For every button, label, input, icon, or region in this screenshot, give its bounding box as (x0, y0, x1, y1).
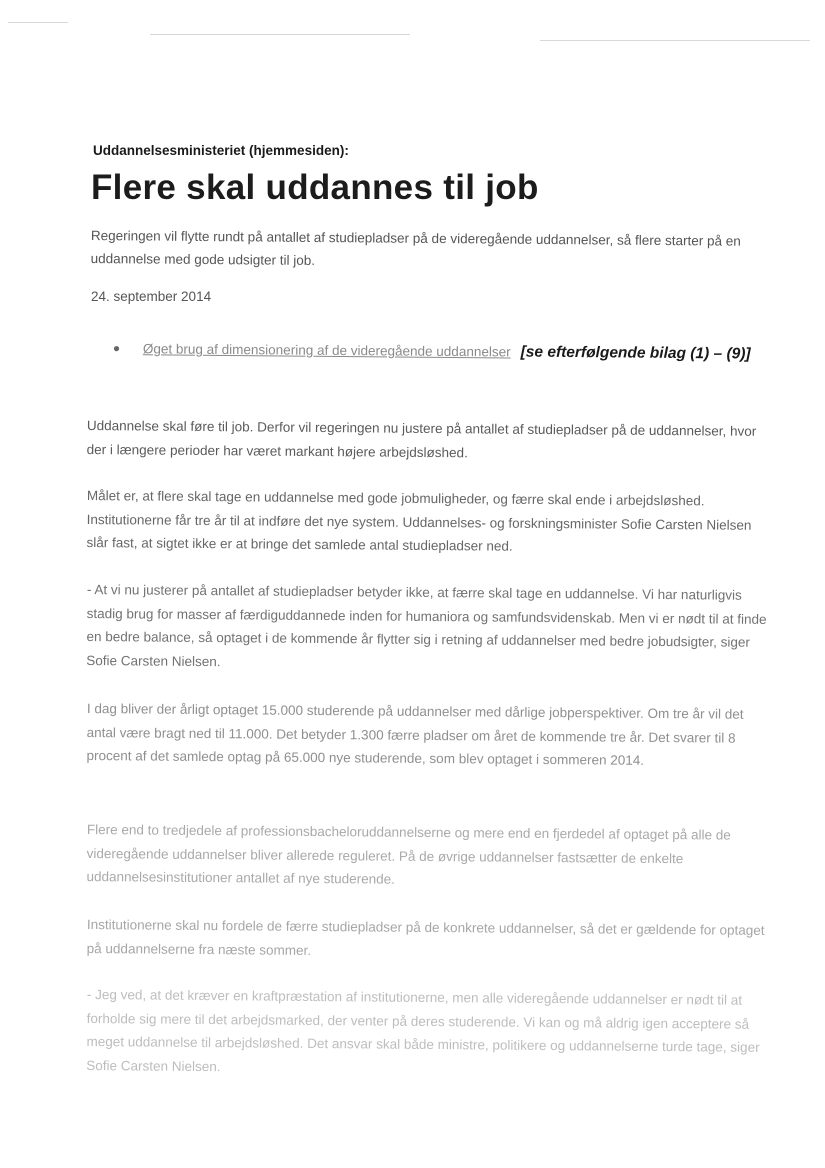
body-paragraph: Flere end to tredjedele af professionsbacheloruddannelserne og mere end en fjerdedel af optaget på alle de videregående uddannelser bliver allerede reguleret. På de øvrige uddannelser fastsætter de enkelte uddannelsesinstitutioner antallet af nye studerende. (86, 821, 731, 887)
lead-paragraph: Regeringen vil flytte rundt på antallet af studiepladser på de videregående uddannelser, så flere starter på en uddannelse med gode udsigter til job. (90, 227, 741, 268)
source-label: Uddannelsesministeriet (hjemmesiden): (93, 143, 349, 158)
bullet-item (112, 337, 763, 363)
body-paragraph: - At vi nu justerer på antallet af studiepladser betyder ikke, at færre skal tage en uddannelse. Vi har naturligvis stadig brug for masser af færdiguddannede inden for humaniora og samfundsvidenskab. Men vi er nødt til at finde en bedre balance, så optaget i de kommende år flytter sig i retning af uddannelser med bedre jobudsigter, siger Sofie Carsten Nielsen. (86, 581, 767, 669)
body-paragraph: I dag bliver der årligt optaget 15.000 studerende på uddannelser med dårlige jobperspektiver. Om tre år vil det antal være bragt ned til 11.000. Det betyder 1.300 færre pladser om året de kommende tre år. Det svarer til 8 procent af det samlede optag på 65.000 nye studerende, som blev optaget i sommeren 2014. (86, 700, 744, 768)
body-paragraph: Målet er, at flere skal tage en uddannelse med gode jobmuligheder, og færre skal ende i arbejdsløshed. Institutionerne får tre år til at indføre det nye system. Uddannelses- og forskningsminister Sofie Carsten Nielsen slår fast, at sigtet ikke er at bringe det samlede antal studiepladser ned. (86, 487, 752, 554)
page-title: Flere skal uddannes til job (91, 168, 539, 207)
body-paragraph: - Jeg ved, at det kræver en kraftpræstation af institutionerne, men alle videregående uddannelser er nødt til at forholde sig mere til det arbejdsmarked, der venter på deres studerende. Vi kan og må aldrig igen acceptere så meget uddannelse til arbejdsløshed. Det ansvar skal både ministre, politikere og uddannelserne turde tage, siger Sofie Carsten Nielsen. (86, 986, 760, 1074)
bullet-icon: ● (112, 340, 121, 356)
bullet-content (143, 337, 763, 366)
publication-date: 24. september 2014 (91, 289, 212, 304)
appendix-reference: [se efterfølgende bilag (1) – (9)] (520, 343, 751, 363)
scan-artifact (150, 34, 410, 35)
body-paragraph: Institutionerne skal nu fordele de færre studiepladser på de konkrete uddannelser, så det er gældende for optaget på uddannelserne fra næste sommer. (86, 916, 765, 958)
body-paragraph: Uddannelse skal føre til job. Derfor vil regeringen nu justere på antallet af studiepladser på de uddannelser, hvor der i længere perioder har været markant højere arbejdsløshed. (86, 417, 757, 460)
dimensionering-link[interactable]: Øget brug af dimensionering af de videregående uddannelser (142, 341, 511, 360)
scan-artifact (540, 40, 810, 41)
scan-artifact (8, 22, 68, 23)
